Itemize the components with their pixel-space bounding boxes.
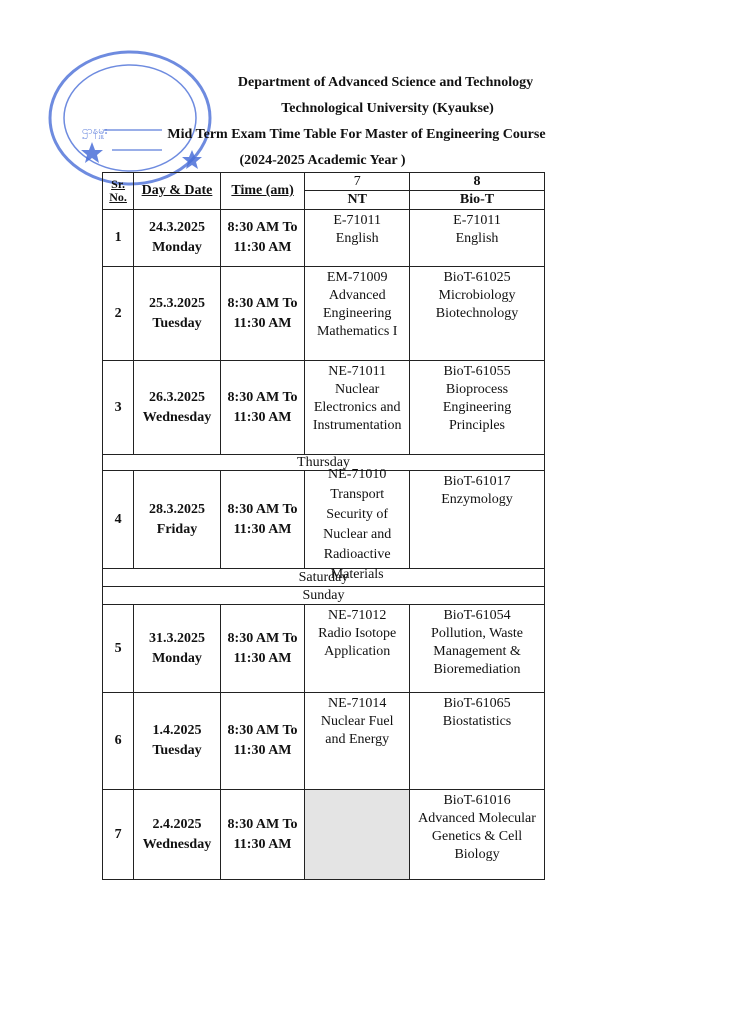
exam-row [103, 693, 545, 790]
exam-row [103, 605, 545, 693]
nt-subject-line: Transport [330, 487, 385, 502]
header-day-date: Day & Date [134, 173, 221, 210]
nt-subject [305, 267, 410, 361]
nt-subject-line: NE-71014 [328, 696, 387, 711]
nt-subject-line: Advanced [328, 288, 386, 303]
exam-time-start: 8:30 AM To [227, 389, 298, 405]
department-title: Department of Advanced Science and Technology [237, 75, 534, 90]
biot-subject-line: Microbiology [438, 288, 516, 303]
exam-timetable [102, 172, 545, 880]
university-title: Technological University (Kyaukse) [281, 101, 494, 116]
nt-subject-line: Radio Isotope [318, 626, 397, 641]
row-date [134, 693, 221, 790]
biot-subject-line: BioT-61017 [443, 474, 511, 489]
biot-subject-line: Bioremediation [433, 662, 521, 677]
nt-subject-line: Security of [326, 507, 389, 522]
exam-day: Tuesday [152, 743, 202, 758]
exam-row [103, 361, 545, 455]
exam-date: 31.3.2025 [148, 630, 205, 646]
nt-subject-line: NE-71011 [328, 364, 387, 379]
biot-subject-line: Pollution, Waste [431, 626, 523, 641]
nt-subject-line: Materials [330, 567, 384, 582]
biot-subject-line: Advanced Molecular [418, 811, 536, 826]
row-number [103, 605, 134, 693]
row-number [103, 361, 134, 455]
row-date [134, 471, 221, 569]
row-time [220, 790, 305, 880]
row-number [103, 471, 134, 569]
row-number-text: 5 [114, 640, 122, 656]
non-exam-day-row [103, 455, 545, 471]
nt-subject-line: E-71011 [333, 213, 382, 228]
exam-time-end: 11:30 AM [233, 836, 292, 852]
row-time [220, 605, 305, 693]
biot-subject-line: Bioprocess [445, 382, 509, 397]
nt-subject-line: Application [324, 644, 391, 659]
exam-day: Monday [152, 240, 202, 255]
row-time [220, 210, 305, 267]
biot-subject-line: BioT-61054 [443, 608, 511, 623]
exam-row [103, 790, 545, 880]
exam-date: 24.3.2025 [148, 220, 205, 235]
biot-subject [410, 471, 545, 569]
exam-time-start: 8:30 AM To [227, 630, 298, 646]
biot-subject [410, 267, 545, 361]
biot-subject-line: Genetics & Cell [431, 829, 523, 844]
exam-date: 28.3.2025 [148, 501, 205, 517]
nt-subject-line: Nuclear [335, 382, 380, 397]
nt-subject [305, 605, 410, 693]
exam-row [103, 210, 545, 267]
row-time [220, 361, 305, 455]
exam-row [103, 267, 545, 361]
row-time [220, 693, 305, 790]
exam-row [103, 471, 545, 569]
biot-subject-line: Engineering [442, 400, 512, 415]
nt-subject-line: Engineering [322, 306, 392, 321]
row-date [134, 210, 221, 267]
nt-subject-text [305, 269, 409, 341]
biot-subject-line: English [455, 231, 499, 246]
biot-subject [410, 693, 545, 790]
nt-subject-line: Nuclear Fuel [320, 714, 394, 729]
row-number [103, 693, 134, 790]
biot-subject-line: BioT-61025 [443, 270, 511, 285]
nt-subject [305, 693, 410, 790]
exam-date: 26.3.2025 [148, 389, 205, 405]
nt-subject-text [305, 695, 409, 749]
timetable-body [103, 210, 545, 880]
exam-time-end: 11:30 AM [233, 521, 292, 537]
header-col-8: 8 [410, 173, 545, 191]
non-exam-day-row [103, 587, 545, 605]
exam-day: Wednesday [142, 409, 212, 425]
biot-subject-line: BioT-61055 [443, 364, 511, 379]
row-number-text: 7 [114, 826, 122, 842]
row-number-text: 1 [114, 230, 122, 245]
biot-subject [410, 361, 545, 455]
header-col-7: 7 [305, 173, 410, 191]
row-number-text: 3 [114, 399, 122, 415]
row-number [103, 210, 134, 267]
biot-subject [410, 790, 545, 880]
nt-subject-line: Mathematics I [316, 324, 398, 339]
exam-time-start: 8:30 AM To [227, 816, 298, 832]
exam-time-start: 8:30 AM To [227, 723, 298, 738]
biot-subject-line: Management & [433, 644, 521, 659]
nt-subject-line: EM-71009 [326, 270, 388, 285]
timetable-title: Mid Term Exam Time Table For Master of Engineering Course [167, 127, 546, 142]
nt-subject-text [305, 363, 409, 435]
header-time: Time (am) [220, 173, 305, 210]
exam-date: 25.3.2025 [148, 295, 205, 311]
biot-subject-line: E-71011 [453, 213, 501, 228]
exam-day: Wednesday [142, 836, 212, 852]
non-exam-day-label: Sunday [103, 587, 545, 605]
nt-subject-line: Radioactive [323, 547, 391, 562]
row-time [220, 471, 305, 569]
biot-subject-line: Biology [454, 847, 500, 862]
biot-subject-line: BioT-61016 [443, 793, 511, 808]
non-exam-day-label: Saturday [103, 569, 545, 587]
nt-subject-line: NE-71010 [328, 467, 387, 482]
exam-day: Monday [152, 650, 202, 666]
nt-subject [305, 361, 410, 455]
nt-subject-line: and Energy [325, 732, 390, 747]
exam-time-end: 11:30 AM [233, 409, 292, 425]
nt-subject-line: Nuclear and [323, 527, 392, 542]
row-number-text: 4 [114, 511, 122, 527]
nt-subject-line: NE-71012 [328, 608, 387, 623]
nt-subject [305, 210, 410, 267]
non-exam-day-label: Thursday [103, 455, 545, 471]
row-date [134, 267, 221, 361]
row-number-text: 6 [114, 733, 122, 748]
exam-time-end: 11:30 AM [233, 315, 292, 331]
exam-date: 2.4.2025 [152, 816, 202, 832]
row-number-text: 2 [114, 305, 122, 321]
exam-time-start: 8:30 AM To [227, 220, 298, 235]
biot-subject-line: Principles [449, 418, 506, 433]
exam-date: 1.4.2025 [152, 723, 202, 738]
biot-subject [410, 605, 545, 693]
stamp-label: ဌာနမှူး [82, 124, 108, 137]
nt-subject [305, 790, 410, 880]
row-number [103, 790, 134, 880]
row-date [134, 790, 221, 880]
exam-time-start: 8:30 AM To [227, 501, 298, 517]
header-biot: Bio-T [410, 191, 545, 210]
row-date [134, 361, 221, 455]
biot-subject-line: Biostatistics [442, 714, 512, 729]
row-date [134, 605, 221, 693]
exam-day: Tuesday [152, 315, 202, 331]
row-number [103, 267, 134, 361]
biot-subject-line: Biotechnology [435, 306, 519, 321]
nt-subject-text [305, 607, 409, 661]
non-exam-day-row [103, 569, 545, 587]
header-sr-no: Sr. No. [103, 173, 134, 210]
exam-time-end: 11:30 AM [233, 240, 292, 255]
biot-subject [410, 210, 545, 267]
exam-time-start: 8:30 AM To [227, 295, 298, 311]
nt-subject-line: Electronics and [313, 400, 401, 415]
nt-subject-text [305, 212, 409, 248]
exam-time-end: 11:30 AM [233, 650, 292, 666]
academic-year: (2024-2025 Academic Year ) [239, 153, 406, 168]
biot-subject-line: Enzymology [441, 492, 513, 507]
exam-time-end: 11:30 AM [233, 743, 292, 758]
nt-subject-line: Instrumentation [312, 418, 402, 433]
nt-subject-line: English [335, 231, 379, 246]
exam-day: Friday [156, 521, 198, 537]
header-nt: NT [305, 191, 410, 210]
biot-subject-line: BioT-61065 [443, 696, 511, 711]
row-time [220, 267, 305, 361]
